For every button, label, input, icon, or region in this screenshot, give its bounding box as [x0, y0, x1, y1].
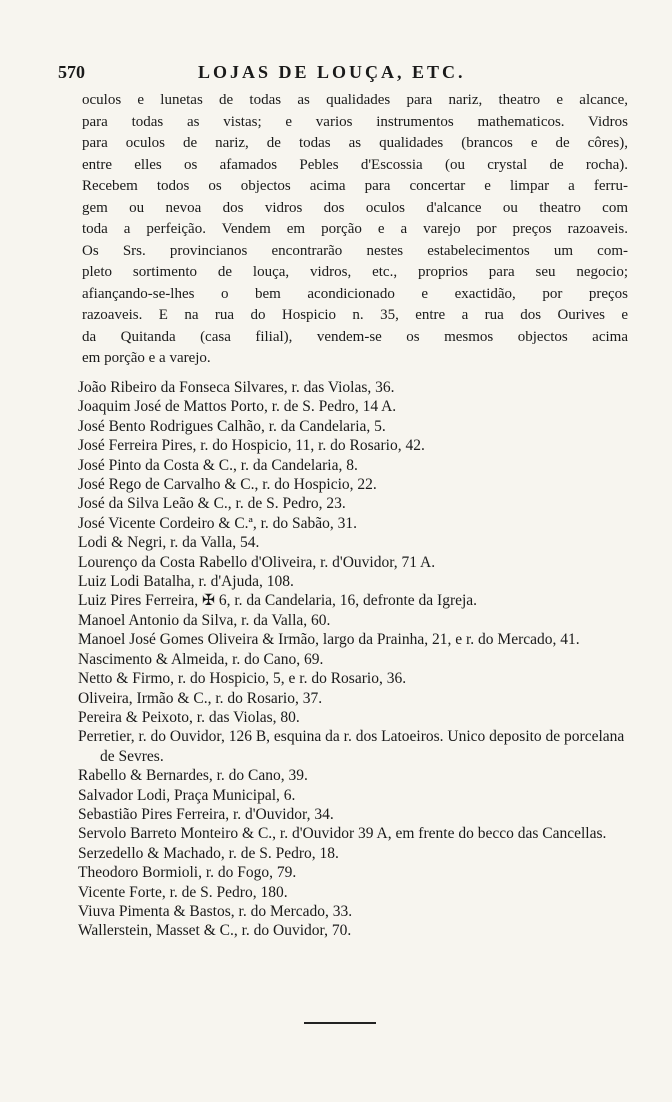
closing-rule [304, 1022, 376, 1024]
page-number: 570 [58, 62, 85, 82]
list-item: José Ferreira Pires, r. do Hospicio, 11, r. do Rosario, 42. [78, 437, 425, 455]
intro-line: razoaveis. E na rua do Hospicio n. 35, entre a rua dos Ourives e [82, 307, 628, 323]
list-item: José Bento Rodrigues Calhão, r. da Candelaria, 5. [78, 417, 386, 435]
list-item: Joaquim José de Mattos Porto, r. de S. Pedro, 14 A. [78, 398, 397, 416]
list-item: Wallerstein, Masset & C., r. do Ouvidor, 70. [78, 922, 352, 940]
list-item: Serzedello & Machado, r. de S. Pedro, 18. [78, 844, 339, 862]
list-item: Luiz Lodi Batalha, r. d'Ajuda, 108. [78, 573, 294, 591]
intro-line: Recebem todos os objectos acima para concertar e limpar a ferru- [82, 178, 628, 194]
list-item: Luiz Pires Ferreira, ✠ 6, r. da Candelaria, 16, defronte da Igreja. [78, 592, 478, 610]
list-item: Sebastião Pires Ferreira, r. d'Ouvidor, 34. [78, 805, 334, 823]
intro-line: Os Srs. provincianos encontrarão nestes estabelecimentos um com- [82, 242, 628, 259]
intro-paragraph [82, 90, 628, 370]
list-item: Perretier, r. do Ouvidor, 126 B, esquina da r. dos Latoeiros. Unico deposito de porcelana de Sevres. [78, 728, 625, 765]
list-item: Theodoro Bormioli, r. do Fogo, 79. [78, 864, 297, 882]
list-item: Vicente Forte, r. de S. Pedro, 180. [78, 883, 288, 901]
list-item: Viuva Pimenta & Bastos, r. do Mercado, 33. [78, 902, 353, 920]
intro-line: pleto sortimento de louça, vidros, etc., proprios para seu negocio; [82, 264, 628, 280]
list-item: Lourenço da Costa Rabello d'Oliveira, r. d'Ouvidor, 71 A. [78, 553, 436, 571]
list-item: Rabello & Bernardes, r. do Cano, 39. [78, 767, 308, 785]
intro-line: afiançando-se-lhes o bem acondicionado e exactidão, por preços [82, 285, 628, 302]
list-item: Netto & Firmo, r. do Hospicio, 5, e r. do Rosario, 36. [78, 670, 407, 688]
list-item: Oliveira, Irmão & C., r. do Rosario, 37. [78, 689, 323, 707]
list-item: Salvador Lodi, Praça Municipal, 6. [78, 786, 296, 804]
page-header [58, 62, 628, 86]
list-item: José Pinto da Costa & C., r. da Candelaria, 8. [78, 456, 358, 474]
intro-line: para oculos de nariz, de todas as qualidades (brancos e de côres), [82, 135, 628, 151]
list-item: João Ribeiro da Fonseca Silvares, r. das Violas, 36. [78, 379, 395, 396]
intro-line: toda a perfeição. Vendem em porção e a varejo por preços razoaveis. [82, 221, 628, 237]
list-item: José Vicente Cordeiro & C.ª, r. do Sabão, 31. [78, 514, 358, 532]
list-item: Manoel José Gomes Oliveira & Irmão, largo da Prainha, 21, e r. do Mercado, 41. [78, 631, 580, 649]
list-item: Nascimento & Almeida, r. do Cano, 69. [78, 650, 324, 668]
list-item: José Rego de Carvalho & C., r. do Hospicio, 22. [78, 476, 377, 494]
intro-line: entre elles os afamados Pebles d'Escossia (ou crystal de rocha). [82, 156, 628, 173]
intro-line: oculos e lunetas de todas as qualidades para nariz, theatro e alcance, [82, 92, 628, 108]
list-item: José da Silva Leão & C., r. de S. Pedro, 23. [78, 495, 346, 513]
intro-line: da Quitanda (casa filial), vendem-se os mesmos objectos acima [82, 328, 628, 345]
shop-list [78, 378, 638, 941]
intro-line: em porção e a varejo. [82, 350, 211, 366]
intro-line: para todas as vistas; e varios instrumentos mathematicos. Vidros [82, 113, 628, 130]
list-item: Servolo Barreto Monteiro & C., r. d'Ouvidor 39 A, em frente do becco das Cancellas. [78, 825, 607, 843]
intro-line: gem ou nevoa dos vidros dos oculos d'alcance ou theatro com [82, 199, 628, 216]
list-item: Pereira & Peixoto, r. das Violas, 80. [78, 708, 300, 726]
list-item: Lodi & Negri, r. da Valla, 54. [78, 534, 260, 552]
list-item: Manoel Antonio da Silva, r. da Valla, 60. [78, 611, 331, 629]
running-title: LOJAS DE LOUÇA, ETC. [198, 62, 466, 82]
